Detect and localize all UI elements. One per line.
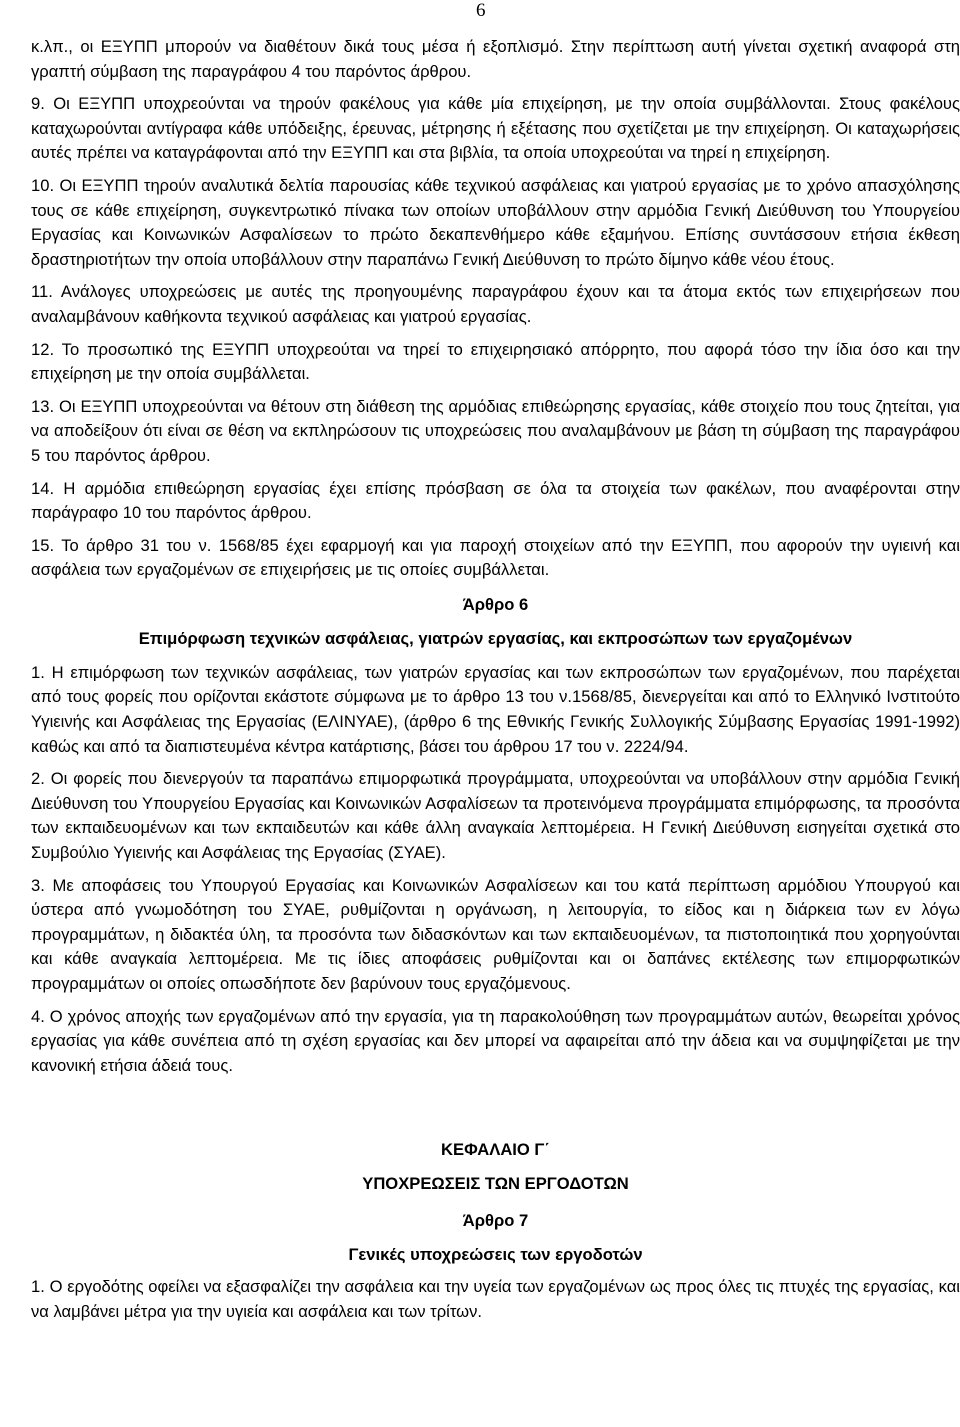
- article-7-heading: Άρθρο 7: [462, 1211, 529, 1231]
- article-7-subtitle: Γενικές υποχρεώσεις των εργοδοτών: [348, 1245, 643, 1265]
- paragraph-15: 15. Το άρθρο 31 του ν. 1568/85 έχει εφαρμογή και για παροχή στοιχείων από την ΕΞΥΠΠ, που αφορούν την υγιεινή και ασφάλεια των εργαζομένων σε επιχειρήσεις με τις οποίες συμβάλλεται.: [31, 535, 960, 580]
- document-body: [31, 35, 960, 1325]
- chapter-subtitle: ΥΠΟΧΡΕΩΣΕΙΣ ΤΩΝ ΕΡΓΟΔΟΤΩΝ: [362, 1174, 629, 1194]
- chapter-heading: ΚΕΦΑΛΑΙΟ Γ΄: [441, 1140, 550, 1160]
- article-6-paragraph-2: 2. Οι φορείς που διενεργούν τα παραπάνω επιμορφωτικά προγράμματα, υποχρεούνται να υποβάλλουν στην αρμόδια Γενική Διεύθυνση του Υπουργείου Εργασίας και Κοινωνικών Ασφαλίσεων τα προτεινόμενα προγράμματα επιμόρφωσης, τα προσόντα των εκπαιδευομένων και των εκπαιδευτών και κάθε άλλη αναγκαία λεπτομέρεια. Η Γενική Διεύθυνση εισηγείται σχετικά στο Συμβούλιο Υγιεινής και Ασφάλειας της Εργασίας (ΣΥΑΕ).: [31, 769, 960, 863]
- article-7-paragraph-1: 1. Ο εργοδότης οφείλει να εξασφαλίζει την ασφάλεια και την υγεία των εργαζομένων ως προς όλες τις πτυχές της εργασίας, και να λαμβάνει μέτρα για την υγιεία και ασφάλεια και των τρίτων.: [31, 1277, 960, 1321]
- page-number: 6: [476, 0, 486, 21]
- article-6-subtitle: Επιμόρφωση τεχνικών ασφάλειας, γιατρών εργασίας, και εκπροσώπων των εργαζομένων: [138, 628, 853, 648]
- paragraph-13: 13. Οι ΕΞΥΠΠ υποχρεούνται να θέτουν στη διάθεση της αρμόδιας επιθεώρησης εργασίας, κάθε στοιχείο που τους ζητείται, για να αποδείξουν ότι είναι σε θέση να εκπληρώσουν τις υποχρεώσεις που αναλαμβάνουν με βάση τη σύμβαση της παραγράφου 5 του παρόντος άρθρου.: [31, 396, 960, 465]
- paragraph-11: 11. Ανάλογες υποχρεώσεις με αυτές της προηγουμένης παραγράφου έχουν και τα άτομα εκτός των επιχειρήσεων που αναλαμβάνουν καθήκοντα τεχνικού ασφάλειας και γιατρού εργασίας.: [31, 282, 960, 326]
- paragraph-9: 9. Οι ΕΞΥΠΠ υποχρεούνται να τηρούν φακέλους για κάθε μία επιχείρηση, με την οποία συμβάλλονται. Στους φακέλους καταχωρούνται αντίγραφα κάθε υπόδειξης, έρευνας, μέτρησης ή εξέτασης που σχετίζεται με την επιχείρηση. Οι καταχωρήσεις αυτές πρέπει να καταγράφονται από την ΕΞΥΠΠ και στα βιβλία, τα οποία υποχρεούται να τηρεί η επιχείρηση.: [31, 94, 960, 163]
- article-6-paragraph-4: 4. Ο χρόνος αποχής των εργαζομένων από την εργασία, για τη παρακολούθηση των προγραμμάτων αυτών, θεωρείται χρόνος εργασίας για κάθε συνέπεια από τη σχέση εργασίας και δεν μπορεί να αφαιρείται από την άδεια και να συμψηφίζεται με την κανονική ετήσια άδειά τους.: [31, 1006, 960, 1075]
- article-6-heading: Άρθρο 6: [462, 594, 529, 614]
- paragraph-12: 12. Το προσωπικό της ΕΞΥΠΠ υποχρεούται να τηρεί το επιχειρησιακό απόρρητο, που αφορά τόσο την ίδια όσο και την επιχείρηση με την οποία συμβάλλεται.: [31, 339, 960, 384]
- article-6-paragraph-3: 3. Με αποφάσεις του Υπουργού Εργασίας και Κοινωνικών Ασφαλίσεων και του κατά περίπτωση αρμόδιου Υπουργού και ύστερα από γνωμοδότηση του ΣΥΑΕ, ρυθμίζονται η οργάνωση, η λειτουργία, το είδος και η διάρκεια των εν λόγω προγραμμάτων, η διδακτέα ύλη, τα προσόντα των διδασκόντων και των εκπαιδευομένων, τα πιστοποιητικά που χορηγούνται και κάθε αναγκαία λεπτομέρεια. Με τις ίδιες αποφάσεις ρυθμίζονται και οι δαπάνες εκτέλεσης των επιμορφωτικών προγραμμάτων οι οποίες οπωσδήποτε δεν βαρύνουν τους εργαζόμενους.: [31, 875, 960, 993]
- article-6-paragraph-1: 1. Η επιμόρφωση των τεχνικών ασφάλειας, των γιατρών εργασίας και των εκπροσώπων των εργαζομένων, που παρέχεται από τους φορείς που ορίζονται εκάστοτε σύμφωνα με το άρθρο 13 του ν.1568/85, διενεργείται και από το Ελληνικό Ινστιτούτο Υγιεινής και Ασφάλειας της Εργασίας (ΕΛΙΝΥΑΕ), (άρθρο 6 της Εθνικής Γενικής Συλλογικής Σύμβασης Εργασίας 1991-1992) καθώς και από τα διαπιστευμένα κέντρα κατάρτισης, βάσει του άρθρου 17 του ν. 2224/94.: [31, 662, 960, 756]
- paragraph-10: 10. Οι ΕΞΥΠΠ τηρούν αναλυτικά δελτία παρουσίας κάθε τεχνικού ασφάλειας και γιατρού εργασίας με το χρόνο απασχόλησης τους σε κάθε επιχείρηση, συγκεντρωτικό πίνακα των οποίων υποβάλλουν στην αρμόδια Γενική Διεύθυνση του Υπουργείου Εργασίας και Κοινωνικών Ασφαλίσεων το πρώτο δεκαπενθήμερο κάθε εξαμήνου. Επίσης συντάσσουν ετήσια έκθεση δραστηριοτήτων την οποία υποβάλλουν στην παραπάνω Γενική Διεύθυνση το πρώτο δίμηνο κάθε νέου έτους.: [31, 175, 960, 269]
- paragraph-14: 14. Η αρμόδια επιθεώρηση εργασίας έχει επίσης πρόσβαση σε όλα τα στοιχεία των φακέλων, που αναφέρονται στην παράγραφο 10 του παρόντος άρθρου.: [31, 478, 960, 523]
- paragraph-8-continuation: κ.λπ., οι ΕΞΥΠΠ μπορούν να διαθέτουν δικά τους μέσα ή εξοπλισμό. Στην περίπτωση αυτή γίνεται σχετική αναφορά στη γραπτή σύμβαση της παραγράφου 4 του παρόντος άρθρου.: [31, 37, 960, 81]
